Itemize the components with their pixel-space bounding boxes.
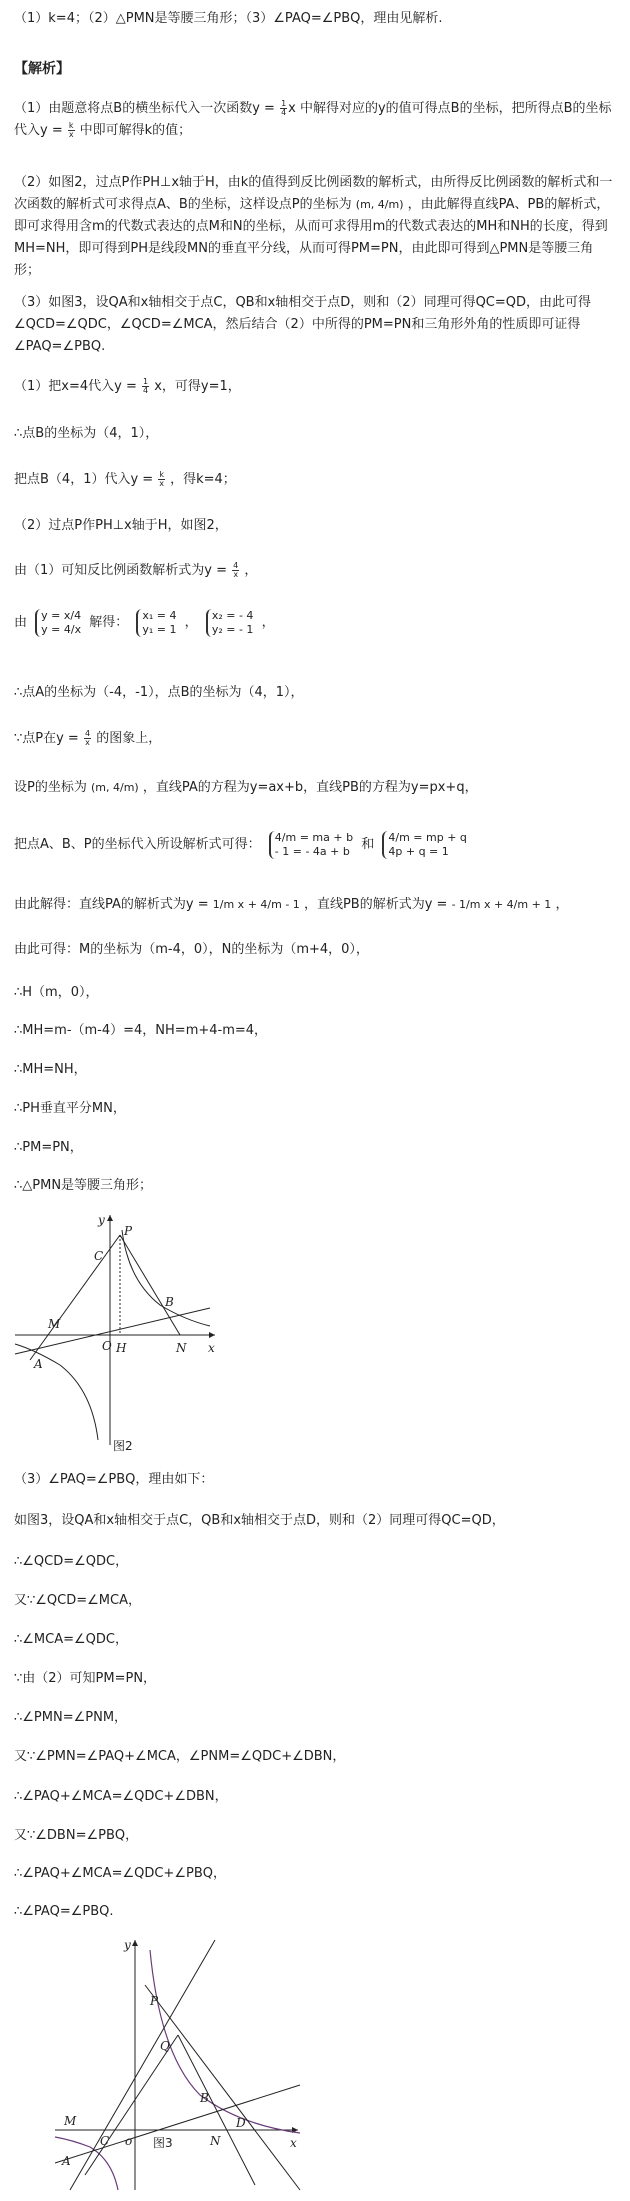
solution-line-15: ∴MH=NH， [14, 1062, 87, 1077]
fraction-numerator: k [68, 121, 74, 130]
solution-text: 由（1）可知反比例函数解析式为y = [14, 563, 227, 578]
line-pb [120, 1235, 180, 1335]
figure-3-caption: 图3 [153, 2136, 173, 2150]
solution-line-30: ∴∠PAQ=∠PBQ. [14, 1904, 114, 1919]
math-expression: - 1/m x + 4/m + 1 [451, 898, 552, 911]
equation-system [35, 609, 81, 637]
fraction [142, 378, 149, 395]
equation-row: y = 4/x [41, 622, 82, 636]
fraction [158, 471, 165, 488]
label-p: P [124, 1224, 133, 1238]
fraction-numerator: 1 [143, 377, 149, 386]
figure-3 [50, 1935, 310, 2195]
label-y: y [124, 1938, 131, 1952]
label-m: M [64, 2114, 77, 2128]
point-p-coordinate: (m, 4/m) [355, 198, 404, 211]
solution-line-14: ∴MH=m-（m-4）=4，NH=m+4-m=4， [14, 1023, 268, 1038]
fraction-numerator: 4 [84, 729, 91, 738]
analysis-p1-text-b: x 中解得对应的y的值可得点B的坐标，把所得点B的坐标代入y = [14, 101, 612, 138]
solution-text: （1）把x=4代入y = [14, 379, 137, 394]
label-h: H [116, 1341, 127, 1355]
fraction-numerator: 4 [233, 561, 239, 570]
solution-line-13: ∴H（m，0）， [14, 985, 99, 1000]
solution-text: ，直线PB的解析式为y = [303, 897, 448, 912]
solution-text: 设P的坐标为 [14, 780, 87, 795]
label-q: Q [160, 2039, 170, 2053]
equation-row: - 1 = - 4a + b [274, 844, 350, 858]
solution-line-8 [14, 730, 616, 748]
fraction [68, 122, 75, 139]
solution-text: 解得： [89, 615, 129, 630]
solution-line-17: ∴PM=PN， [14, 1140, 83, 1155]
analysis-heading: 【解析】 [14, 61, 70, 77]
solution-line-26: 又∵∠PMN=∠PAQ+∠MCA，∠PNM=∠QDC+∠DBN， [14, 1749, 346, 1764]
fraction-denominator: 4 [143, 386, 149, 395]
equation-row: y₁ = 1 [142, 622, 177, 636]
label-b: B [165, 1295, 174, 1309]
equation-row: 4p + q = 1 [388, 844, 449, 858]
solution-text: x，可得y=1， [154, 379, 241, 394]
solution-line-12: 由此可得：M的坐标为（m-4，0），N的坐标为（m+4，0）， [14, 942, 369, 957]
equation-system [206, 609, 254, 637]
analysis-paragraph-1 [14, 98, 616, 142]
equation-system [269, 831, 353, 859]
analysis-paragraph-3: （3）如图3，设QA和x轴相交于点C，QB和x轴相交于点D，则和（2）同理可得QC=QD，由此可得∠QCD=∠QDC，∠QCD=∠MCA，然后结合（2）中所得的PM=PN和三角形外角的性质即可证得∠PAQ=∠PBQ. [14, 295, 592, 354]
label-p: P [150, 1994, 159, 2008]
fraction [232, 562, 239, 579]
solution-text: ， [184, 615, 198, 630]
fraction-denominator: x [85, 738, 90, 747]
solution-line-22: 又∵∠QCD=∠MCA， [14, 1593, 141, 1608]
solution-text: ， [244, 563, 258, 578]
equation-row: x₂ = - 4 [211, 608, 254, 622]
hyperbola-branch-right [150, 1950, 300, 2133]
line-ab [55, 2085, 300, 2163]
line-qa [85, 2035, 178, 2175]
label-y: y [98, 1213, 105, 1227]
label-c: C [94, 1249, 104, 1263]
solution-line-29: ∴∠PAQ+∠MCA=∠QDC+∠PBQ， [14, 1866, 226, 1881]
solution-text: ，直线PA的方程为y=ax+b，直线PB的方程为y=px+q， [142, 780, 478, 795]
label-a: A [62, 2154, 71, 2168]
solution-text: ， [555, 897, 569, 912]
label-x: x [290, 2136, 297, 2150]
equation-system [382, 831, 467, 859]
solution-line-28: 又∵∠DBN=∠PBQ， [14, 1828, 139, 1843]
solution-text: 把点B（4，1）代入y = [14, 472, 154, 487]
fraction-denominator: x [159, 479, 165, 488]
solution-line-24: ∵由（2）可知PM=PN， [14, 1671, 157, 1686]
label-d: D [236, 2116, 246, 2130]
solution-line-27: ∴∠PAQ+∠MCA=∠QDC+∠DBN， [14, 1789, 228, 1804]
figure-2 [10, 1210, 220, 1455]
solution-text: ， [261, 615, 275, 630]
label-o: O [102, 1339, 112, 1353]
solution-line-3 [14, 471, 616, 489]
line-pb [145, 1985, 300, 2190]
label-c: C [100, 2134, 110, 2148]
equation-row: 4/m = ma + b [274, 830, 354, 844]
analysis-paragraph-2 [14, 172, 616, 282]
solution-line-16: ∴PH垂直平分MN， [14, 1101, 126, 1116]
solution-text: 由此解得：直线PA的解析式为y = [14, 897, 209, 912]
equation-row: y₂ = - 1 [211, 622, 254, 636]
solution-line-10 [14, 830, 616, 860]
solution-line-1 [14, 378, 616, 396]
solution-line-21: ∴∠QCD=∠QDC， [14, 1554, 129, 1569]
fraction [84, 730, 91, 747]
solution-line-25: ∴∠PMN=∠PNM， [14, 1710, 128, 1725]
solution-line-23: ∴∠MCA=∠QDC， [14, 1632, 128, 1647]
line-qb [178, 2035, 255, 2185]
analysis-p2-text-a: （2）如图2，过点P作PH⊥x轴于H，由k的值得到反比例函数的解析式，由所得反比例函数的解析式和一次函数的解析式可求得点A、B的坐标，这样设点P的坐标为 [14, 175, 613, 212]
solution-text: ，得k=4； [170, 472, 236, 487]
solution-text: 的图象上， [96, 731, 162, 746]
label-m: M [48, 1317, 61, 1331]
label-a: A [34, 1357, 43, 1371]
solution-line-11 [14, 896, 616, 914]
solution-line-19: （3）∠PAQ=∠PBQ，理由如下： [14, 1472, 214, 1487]
analysis-p1-text-c: 中即可解得k的值； [79, 123, 192, 138]
label-b: B [200, 2091, 209, 2105]
label-x: x [208, 1341, 215, 1355]
fraction-numerator: k [159, 470, 164, 479]
solution-line-5 [14, 562, 616, 580]
solution-line-6 [14, 608, 616, 638]
figure-2-caption: 图2 [113, 1439, 133, 1453]
math-expression: 1/m x + 4/m - 1 [212, 898, 300, 911]
label-o: o [125, 2134, 133, 2148]
fraction-denominator: x [68, 130, 74, 139]
solution-line-4: （2）过点P作PH⊥x轴于H，如图2， [14, 518, 228, 533]
equation-system [136, 609, 176, 637]
fraction-denominator: x [233, 570, 239, 579]
solution-text: 把点A、B、P的坐标代入所设解析式可得： [14, 837, 261, 852]
fraction-denominator: 4 [281, 108, 287, 117]
analysis-p1-text-a: （1）由题意将点B的横坐标代入一次函数y = [14, 101, 275, 116]
analysis-p2-text-b: ，由此解得直线PA、PB的解析式，即可求得用含m的代数式表达的点M和N的坐标，从而可求得用m的代数式表达的MH和NH的长度，得到MH=NH，即可得到PH是线段MN的垂直平分线，从而可得PM=PN，由此即可得到△PMN是等腰三角形； [14, 197, 610, 278]
label-n: N [210, 2134, 221, 2148]
equation-row: x₁ = 4 [142, 608, 177, 622]
solution-line-7: ∴点A的坐标为（-4，-1），点B的坐标为（4，1）， [14, 685, 304, 700]
solution-text: 由 [14, 615, 28, 630]
fraction-numerator: 1 [281, 99, 287, 108]
solution-line-2: ∴点B的坐标为（4，1）， [14, 426, 159, 441]
hyperbola-branch-left [15, 1344, 98, 1440]
answer-line: （1）k=4；（2）△PMN是等腰三角形；（3）∠PAQ=∠PBQ，理由见解析. [14, 11, 443, 26]
equation-row: y = x/4 [41, 608, 82, 622]
equation-row: 4/m = mp + q [388, 830, 467, 844]
solution-text: ∵点P在y = [14, 731, 79, 746]
point-p-coordinate: (m, 4/m) [90, 781, 139, 794]
solution-text: 和 [361, 837, 375, 852]
label-n: N [176, 1341, 187, 1355]
solution-line-9 [14, 779, 616, 797]
solution-line-20: 如图3，设QA和x轴相交于点C，QB和x轴相交于点D，则和（2）同理可得QC=QD， [14, 1513, 505, 1528]
solution-line-18: ∴△PMN是等腰三角形； [14, 1178, 153, 1193]
fraction [280, 100, 287, 117]
